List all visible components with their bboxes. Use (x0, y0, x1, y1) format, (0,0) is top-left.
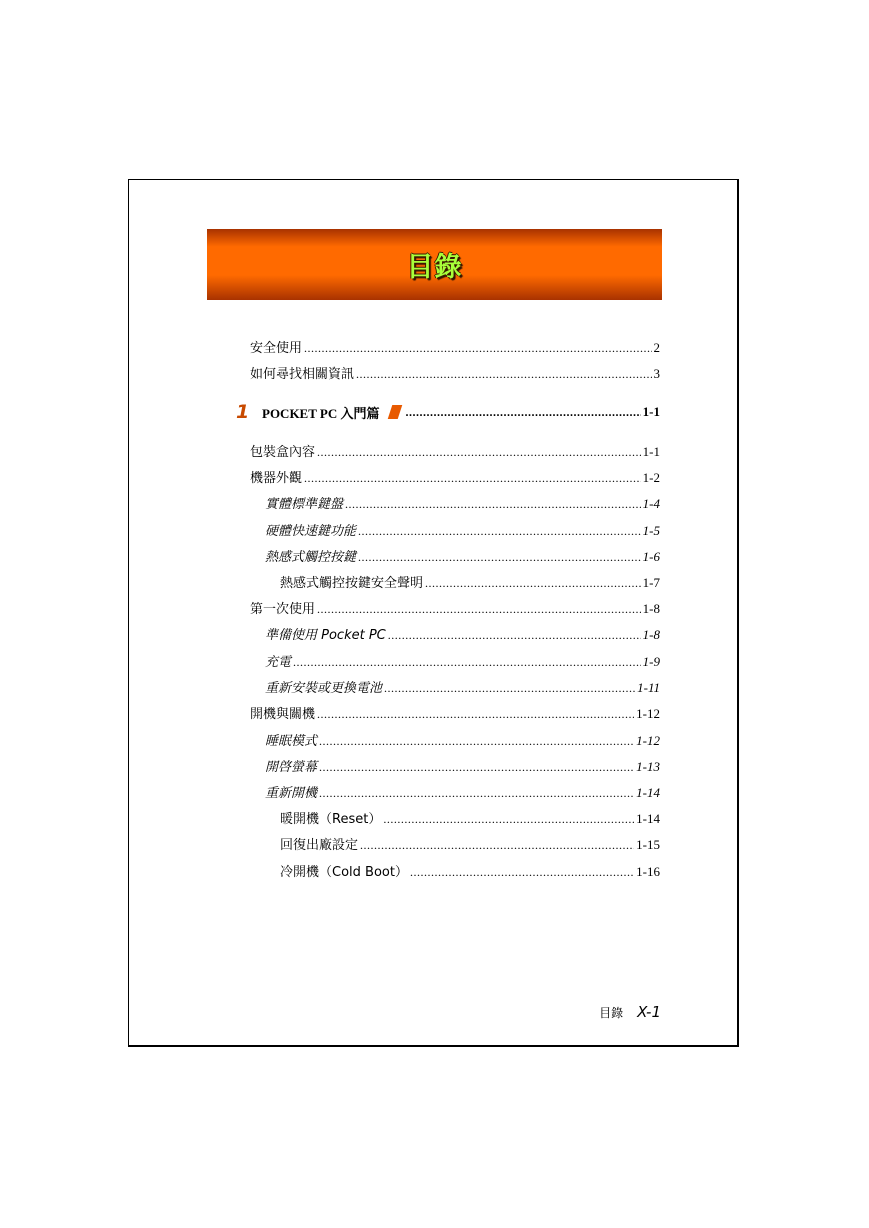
dot-leader (406, 405, 641, 420)
toc-entry[interactable] (250, 337, 660, 355)
dot-leader (293, 655, 641, 670)
dot-leader (345, 497, 641, 512)
toc-entry-page: 1-14 (636, 811, 660, 826)
toc-subentry[interactable] (265, 493, 660, 511)
toc-subentry[interactable] (265, 546, 660, 564)
toc-entry[interactable] (250, 703, 660, 721)
toc-entry-page: 1-8 (642, 627, 660, 642)
toc-entry-label: 安全使用 (250, 341, 303, 356)
dot-leader (319, 760, 634, 775)
toc-entry-page: 1-16 (636, 864, 660, 879)
toc-entry-label: 開啓螢幕 (265, 760, 318, 775)
dot-leader (304, 471, 641, 486)
toc-entry-label: 第一次使用 (250, 602, 316, 617)
title-banner (207, 229, 662, 300)
toc-entry[interactable] (250, 441, 660, 459)
toc-entry-label: 包裝盒內容 (250, 445, 316, 460)
toc-entry-page: 1-11 (637, 680, 660, 695)
toc-subentry[interactable] (265, 520, 660, 538)
dot-leader (317, 602, 641, 617)
page-footer (599, 1003, 661, 1021)
footer-label: 目錄 (599, 1006, 624, 1020)
toc-entry[interactable] (250, 598, 660, 616)
chapter-heading[interactable] (236, 401, 660, 423)
dot-leader (304, 341, 651, 356)
toc-entry-label: 熱感式觸控按鍵安全聲明 (280, 576, 424, 591)
toc-entry-page: 1-12 (636, 706, 660, 721)
toc-entry-page: 1-8 (642, 601, 660, 616)
toc-entry-page: 1-2 (642, 470, 660, 485)
toc-entry-page: 1-14 (636, 785, 660, 800)
toc-subsubentry[interactable] (280, 572, 660, 590)
toc-entry-label: 重新安裝或更換電池 (265, 681, 383, 696)
toc-entry-page: 1-5 (642, 523, 660, 538)
toc-entry-page: 1-12 (636, 733, 660, 748)
toc-entry-page: 1-7 (642, 575, 660, 590)
toc-entry-label: 實體標準鍵盤 (265, 497, 344, 512)
dot-leader (425, 576, 641, 591)
dot-leader (317, 707, 634, 722)
toc-subsubentry[interactable] (280, 861, 660, 879)
toc-entry-page: 2 (653, 340, 660, 355)
dot-leader (356, 367, 651, 382)
dot-leader (384, 681, 635, 696)
toc-entry-label: 開機與關機 (250, 707, 316, 722)
toc-entry-label: 睡眠模式 (265, 734, 318, 749)
toc-entry-label: 準備使用 Pocket PC (265, 628, 386, 643)
toc-entry-label: 重新開機 (265, 786, 318, 801)
toc-entry-label: 冷開機（Cold Boot） (280, 865, 408, 880)
toc-subentry[interactable] (265, 782, 660, 800)
toc-entry-label: 充電 (265, 655, 292, 670)
toc-entry-page: 1-13 (636, 759, 660, 774)
slash-icon (387, 405, 402, 419)
toc-entry-label: 如何尋找相關資訊 (250, 367, 355, 382)
footer-page-number: X-1 (637, 1003, 661, 1021)
toc-entry-label: 硬體快速鍵功能 (265, 524, 357, 539)
toc-subentry[interactable] (265, 730, 660, 748)
dot-leader (360, 838, 634, 853)
toc-entry-page: 1-1 (642, 444, 660, 459)
toc-entry-label: 暖開機（Reset） (280, 812, 382, 827)
toc-subentry[interactable] (265, 624, 660, 642)
toc-entry-page: 1-15 (636, 837, 660, 852)
toc-subsubentry[interactable] (280, 808, 660, 826)
dot-leader (388, 628, 641, 643)
toc-entry-page: 3 (653, 366, 660, 381)
toc-subentry[interactable] (265, 677, 660, 695)
chapter-title: POCKET PC 入門篇 (262, 405, 380, 421)
chapter-page: 1-1 (642, 404, 660, 419)
toc-entry-label: 熱感式觸控按鍵 (265, 550, 357, 565)
toc-entry[interactable] (250, 363, 660, 381)
toc-entry-page: 1-4 (642, 496, 660, 511)
dot-leader (358, 550, 641, 565)
page-title: 目錄 (406, 252, 463, 283)
dot-leader (410, 865, 634, 880)
chapter-number: 1 (236, 401, 250, 423)
dot-leader (319, 786, 634, 801)
toc-entry[interactable] (250, 467, 660, 485)
dot-leader (319, 734, 634, 749)
toc-subentry[interactable] (265, 651, 660, 669)
toc-subentry[interactable] (265, 756, 660, 774)
dot-leader (383, 812, 634, 827)
dot-leader (358, 524, 641, 539)
toc-subsubentry[interactable] (280, 834, 660, 852)
toc-entry-label: 回復出廠設定 (280, 838, 359, 853)
dot-leader (317, 445, 641, 460)
toc-entry-page: 1-6 (642, 549, 660, 564)
toc-entry-page: 1-9 (642, 654, 660, 669)
toc-entry-label: 機器外觀 (250, 471, 303, 486)
